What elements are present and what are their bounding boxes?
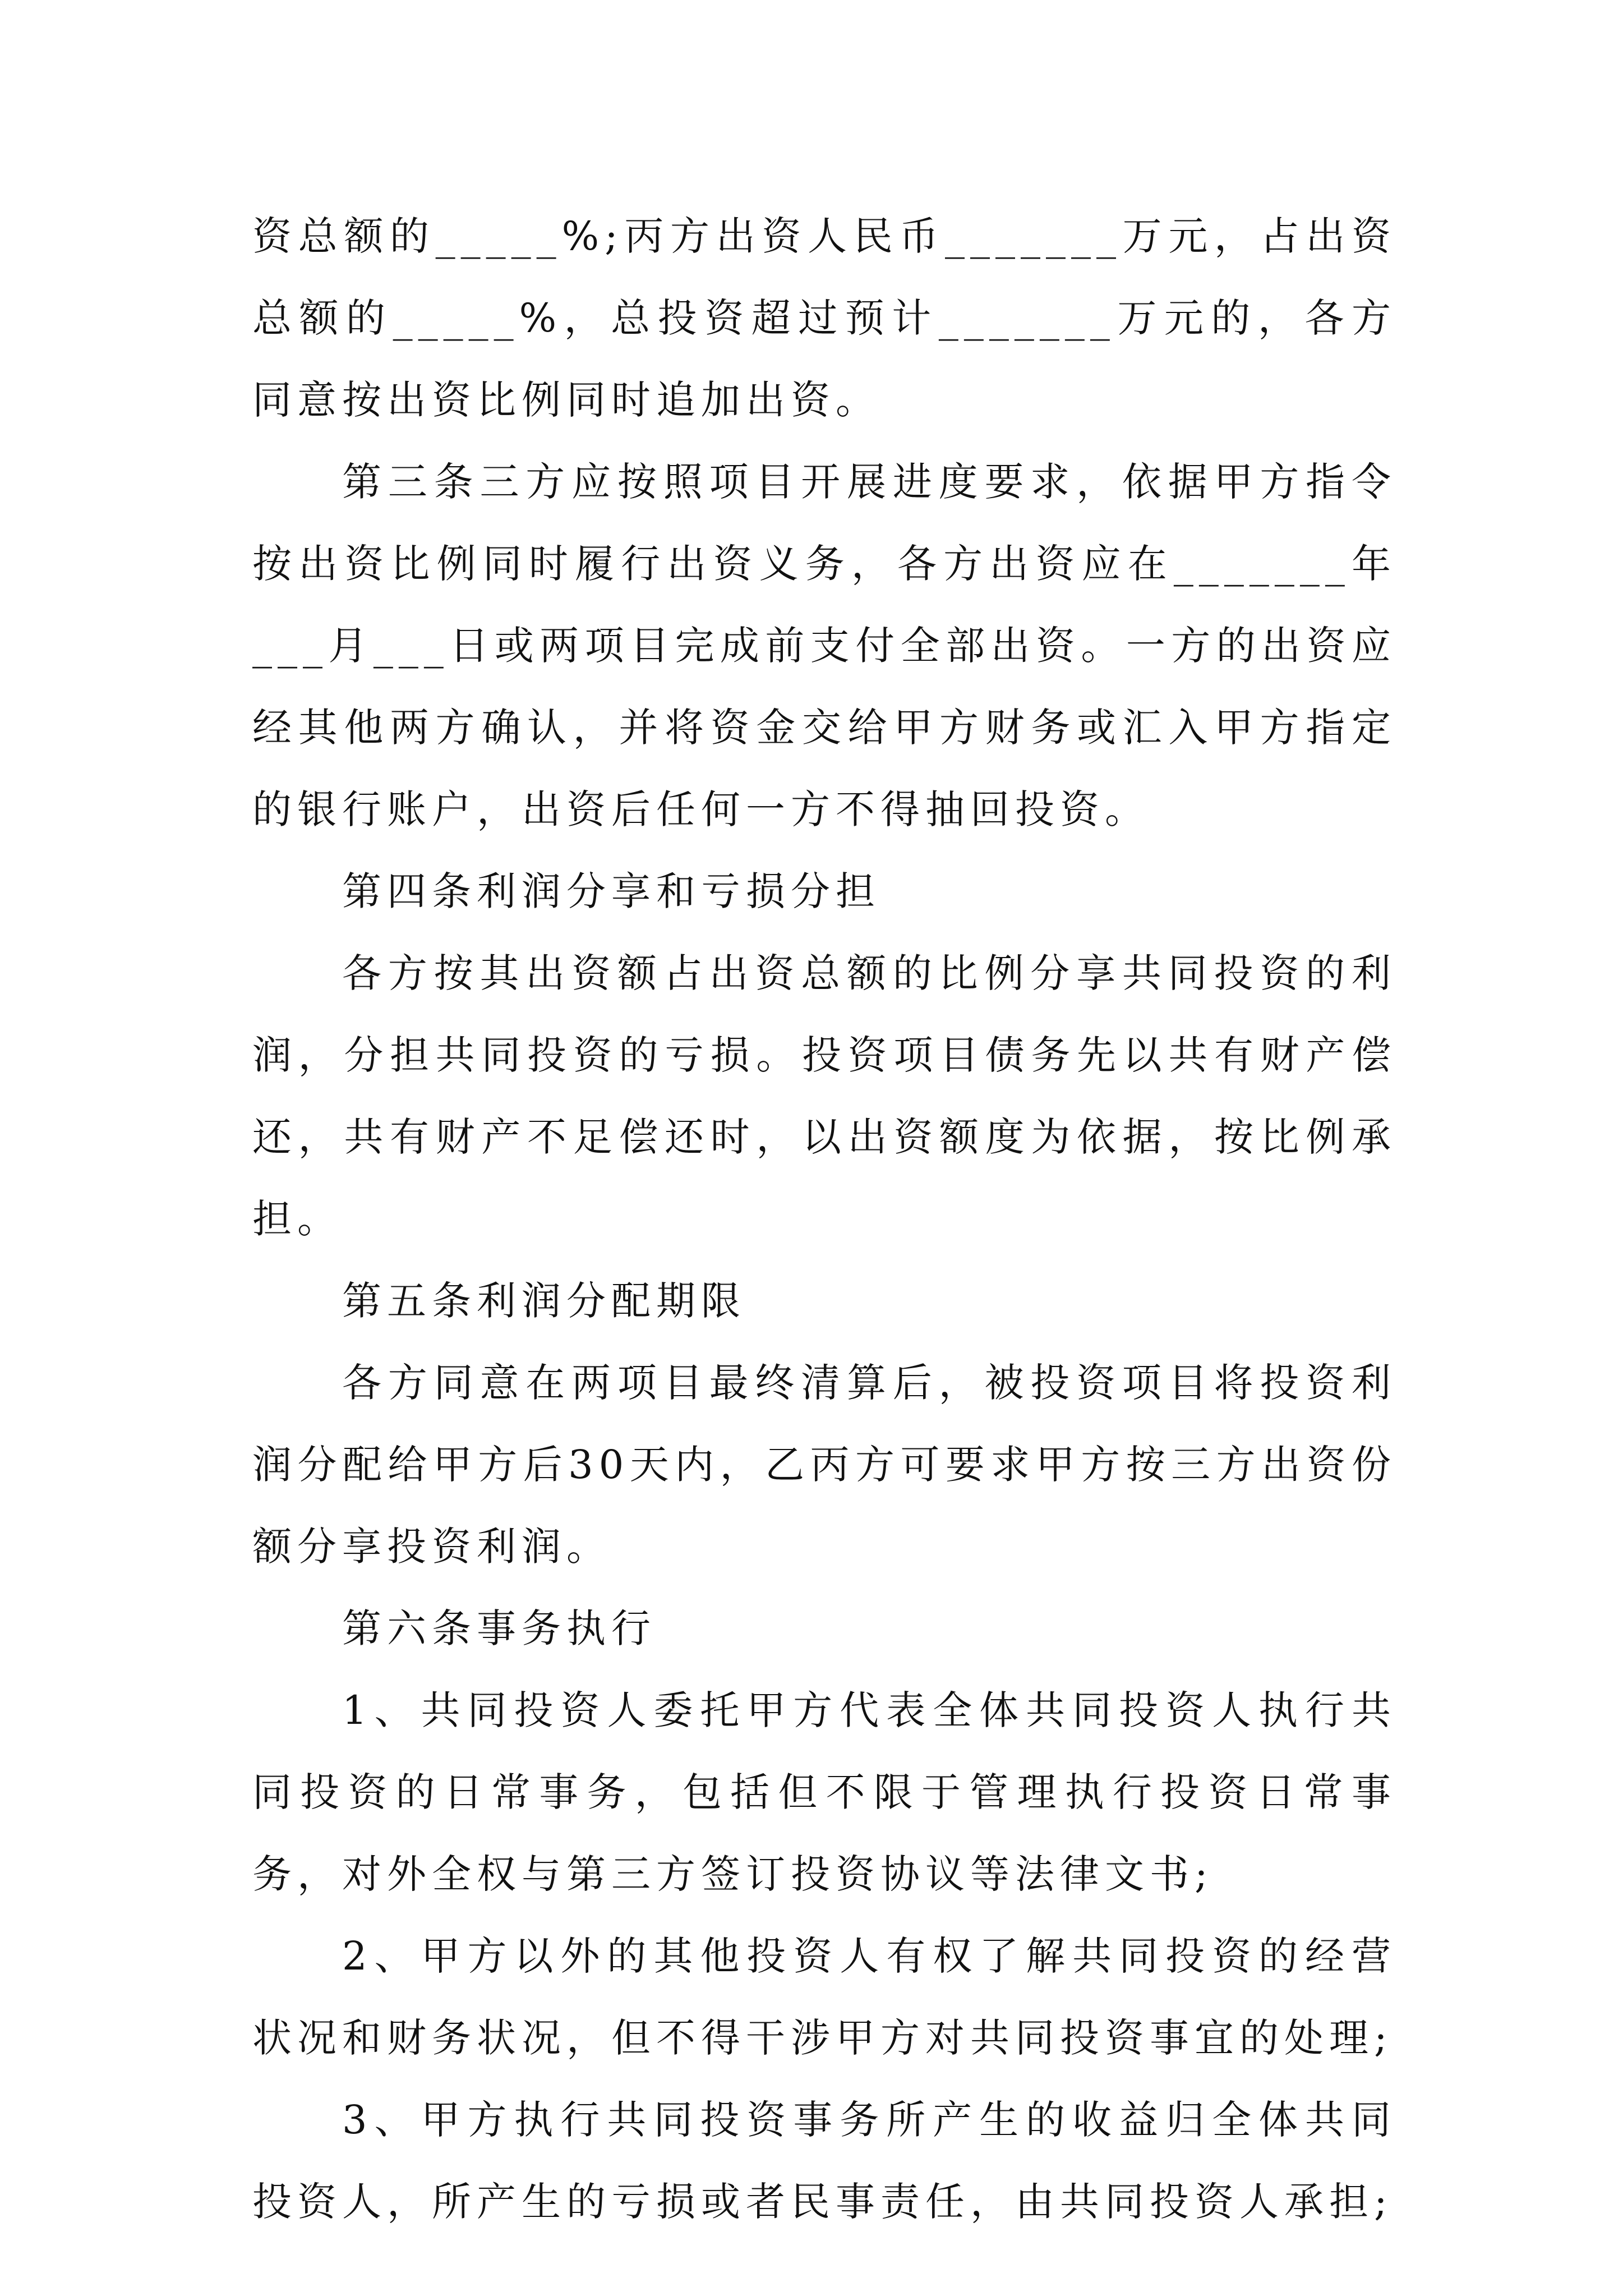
heading-article-5: 第五条利润分配期限	[342, 1278, 746, 1324]
paragraph-article-4: 各方按其出资额占出资总额的比例分享共同投资的利润，分担共同投资的亏损。投资项目债务先以共有财产偿还，共有财产不足偿还时，以出资额度为依据，按比例承担。	[252, 950, 1396, 1242]
heading-article-6: 第六条事务执行	[342, 1605, 656, 1651]
paragraph-article-6-item-2: 2、甲方以外的其他投资人有权了解共同投资的经营状况和财务状况，但不得干涉甲方对共同投资事宜的处理;	[252, 1933, 1396, 2061]
paragraph-continuation: 资总额的_____%;丙方出资人民币_______万元，占出资总额的_____%，总投资超过预计_______万元的，各方同意按出资比例同时追加出资。	[252, 213, 1396, 423]
document-body	[252, 195, 1396, 2243]
heading-article-4: 第四条利润分享和亏损分担	[342, 868, 880, 914]
paragraph-article-6-item-1: 1、共同投资人委托甲方代表全体共同投资人执行共同投资的日常事务，包括但不限于管理执行投资日常事务，对外全权与第三方签订投资协议等法律文书;	[252, 1687, 1396, 1897]
paragraph-article-5: 各方同意在两项目最终清算后，被投资项目将投资利润分配给甲方后30天内，乙丙方可要求甲方按三方出资份额分享投资利润。	[252, 1360, 1396, 1570]
paragraph-article-6-item-3: 3、甲方执行共同投资事务所产生的收益归全体共同投资人，所产生的亏损或者民事责任，由共同投资人承担;	[252, 2097, 1396, 2225]
paragraph-article-3: 第三条三方应按照项目开展进度要求，依据甲方指令按出资比例同时履行出资义务，各方出资应在_______年___月___日或两项目完成前支付全部出资。一方的出资应经其他两方确认，并将资金交给甲方财务或汇入甲方指定的银行账户，出资后任何一方不得抽回投资。	[252, 459, 1396, 832]
